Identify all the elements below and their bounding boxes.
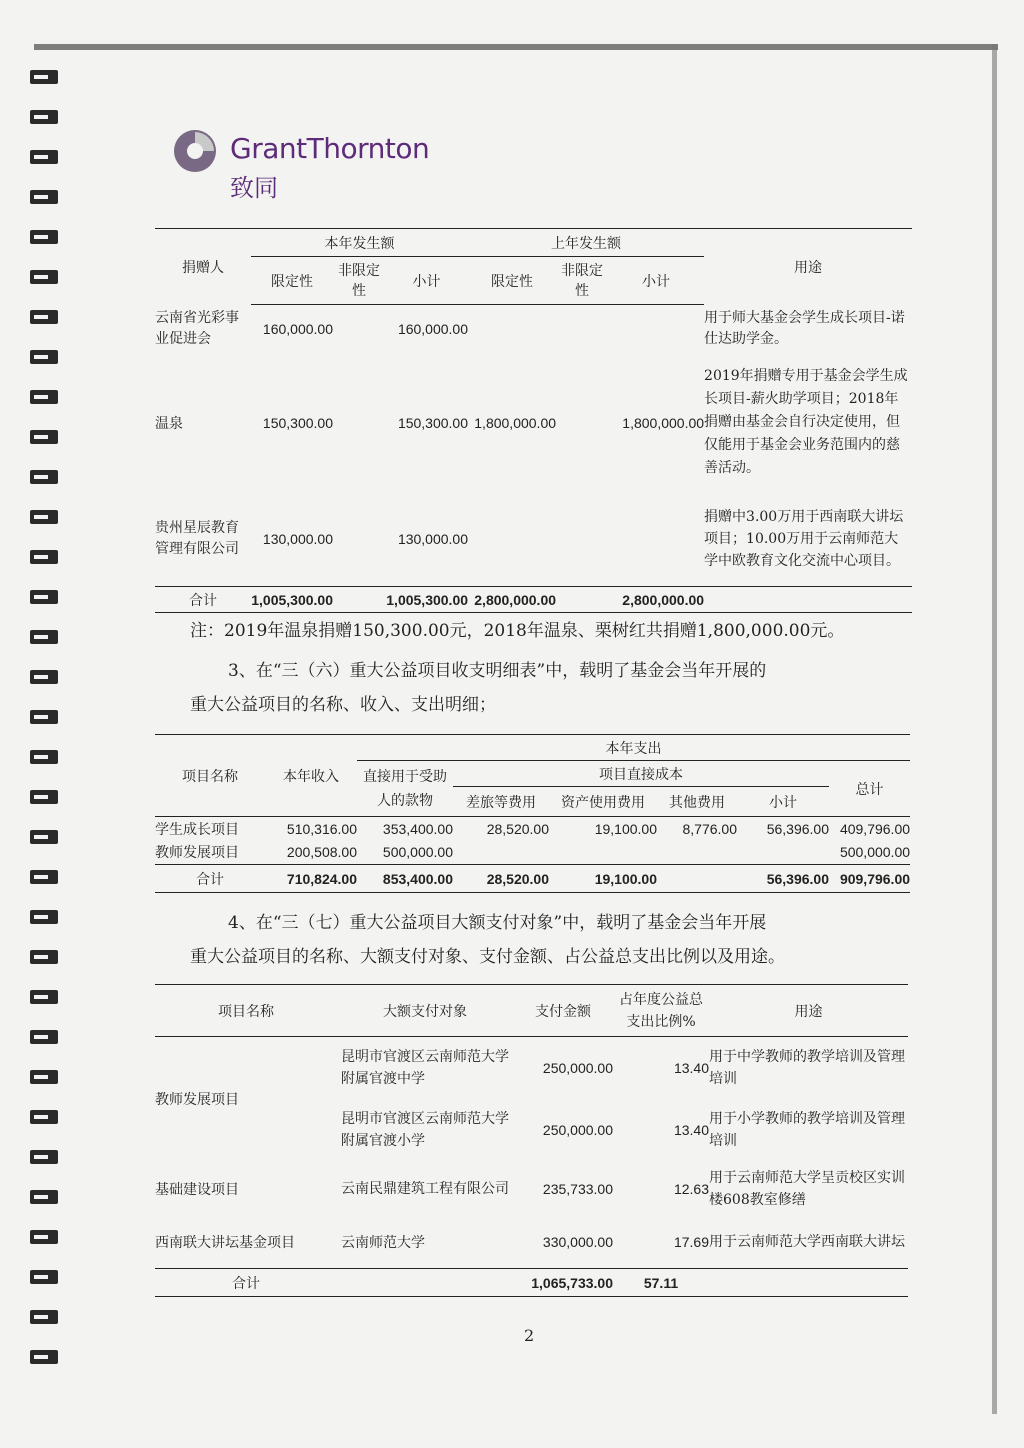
header-purpose: 用途 (794, 1003, 823, 1020)
donor-name: 温泉 (155, 415, 183, 432)
header-donor: 捐赠人 (182, 259, 224, 276)
cell: 250,000.00 (542, 1121, 613, 1138)
header-pre-restricted: 限定性 (468, 257, 556, 305)
donor-name: 云南省光彩事业促进会 (155, 309, 239, 347)
cell (608, 493, 704, 587)
total-label: 合计 (155, 1269, 337, 1297)
cell (333, 353, 385, 493)
table-row (155, 1161, 908, 1217)
header-current-year: 本年发生额 (251, 229, 468, 257)
cell: 160,000.00 (397, 320, 469, 337)
total-label: 合计 (155, 865, 265, 893)
cell (549, 841, 657, 865)
cell: 1,065,733.00 (513, 1269, 613, 1297)
header-prior-year: 上年发生额 (468, 229, 704, 257)
cell: 13.40 (673, 1121, 709, 1138)
table-row (155, 493, 912, 587)
logo-mark-icon (172, 128, 218, 174)
header-amount: 支付金额 (535, 1003, 591, 1020)
page-number: 2 (524, 1326, 535, 1345)
logo-text-en: GrantThornton (230, 132, 430, 165)
scan-border-right (992, 44, 997, 1414)
table-row (155, 817, 910, 841)
spiral-binding (30, 70, 60, 1390)
cell: 909,796.00 (829, 865, 910, 893)
cell: 28,520.00 (453, 865, 549, 893)
header-travel: 差旅等费用 (466, 794, 536, 811)
cell: 160,000.00 (262, 320, 333, 337)
purpose-text: 用于云南师范大学西南联大讲坛 (709, 1234, 905, 1251)
project-name: 基础建设项目 (155, 1181, 239, 1198)
cell (556, 493, 608, 587)
header-other: 其他费用 (669, 794, 725, 811)
cell: 1,800,000.00 (474, 414, 557, 431)
cell: 500,000.00 (382, 844, 453, 861)
header-cur-restricted: 限定性 (251, 257, 333, 305)
header-total: 总计 (855, 781, 884, 798)
cell (333, 493, 385, 587)
cell (737, 841, 829, 865)
header-pre-unrestricted: 非限定性 (556, 257, 608, 305)
table-row (155, 1217, 908, 1269)
header-cur-unrestricted: 非限定性 (333, 257, 385, 305)
paragraph-3-line-2: 重大公益项目的名称、收入、支出明细； (190, 695, 496, 715)
payee-name: 昆明市官渡区云南师范大学附属官渡中学 (341, 1048, 509, 1087)
donation-table (155, 228, 912, 613)
total-label: 合计 (155, 587, 251, 613)
purpose-text: 用于云南师范大学呈贡校区实训楼608教室修缮 (709, 1169, 905, 1208)
cell (608, 305, 704, 353)
purpose-text: 用于中学教师的教学培训及管理培训 (709, 1048, 905, 1087)
purpose-text: 捐赠中3.00万用于西南联大讲坛项目；10.00万用于云南师范大学中欧教育文化交流中心项目。 (704, 509, 904, 570)
cell: 710,824.00 (265, 865, 357, 893)
cell: 28,520.00 (486, 820, 549, 837)
table-row (155, 353, 912, 493)
header-cur-subtotal: 小计 (385, 257, 468, 305)
header-purpose: 用途 (794, 259, 823, 276)
payee-name: 昆明市官渡区云南师范大学附属官渡小学 (341, 1110, 509, 1149)
project-income-expense-table (155, 734, 910, 893)
header-ratio: 占年度公益总支出比例% (619, 991, 703, 1030)
total-row (155, 1269, 908, 1297)
cell: 19,100.00 (594, 820, 657, 837)
cell: 1,005,300.00 (251, 587, 333, 613)
cell: 150,300.00 (397, 414, 469, 431)
project-name: 学生成长项目 (155, 821, 239, 838)
cell (468, 493, 556, 587)
scan-border-top (34, 44, 998, 50)
payee-name: 云南师范大学 (341, 1235, 425, 1252)
purpose-text: 用于师大基金会学生成长项目-诺仕达助学金。 (704, 309, 905, 347)
header-expense: 本年支出 (357, 735, 910, 761)
cell: 510,316.00 (286, 820, 357, 837)
table-row (155, 841, 910, 865)
large-payment-table (155, 984, 908, 1297)
cell (333, 305, 385, 353)
cell: 130,000.00 (262, 531, 333, 548)
cell: 150,300.00 (262, 414, 333, 431)
note-text: 注：2019年温泉捐赠150,300.00元，2018年温泉、栗树红共捐赠1,800,000.00元。 (190, 621, 845, 641)
total-row (155, 865, 910, 893)
logo-text-cn: 致同 (230, 174, 278, 202)
cell: 409,796.00 (839, 820, 911, 837)
grant-thornton-logo (172, 128, 432, 200)
cell: 2,800,000.00 (468, 587, 556, 613)
cell: 200,508.00 (286, 844, 357, 861)
cell: 57.11 (613, 1269, 709, 1297)
cell: 250,000.00 (542, 1059, 613, 1076)
header-payee: 大额支付对象 (383, 1003, 467, 1020)
cell: 12.63 (673, 1180, 709, 1197)
cell: 235,733.00 (542, 1180, 613, 1197)
header-direct-cost: 项目直接成本 (453, 761, 829, 787)
payee-name: 云南民鼎建筑工程有限公司 (341, 1180, 509, 1197)
purpose-text: 用于小学教师的教学培训及管理培训 (709, 1110, 905, 1149)
project-name: 西南联大讲坛基金项目 (155, 1235, 295, 1252)
cell (657, 841, 737, 865)
header-direct: 直接用于受助人的款物 (363, 768, 447, 809)
table-row (155, 1037, 908, 1099)
cell: 130,000.00 (397, 531, 469, 548)
project-name: 教师发展项目 (155, 1091, 239, 1108)
donor-name: 贵州星辰教育管理有限公司 (155, 520, 239, 558)
cell: 19,100.00 (549, 865, 657, 893)
cell: 353,400.00 (382, 820, 453, 837)
cell: 330,000.00 (542, 1234, 613, 1251)
cell (556, 353, 608, 493)
cell: 13.40 (673, 1059, 709, 1076)
header-income: 本年收入 (283, 768, 339, 785)
cell (556, 305, 608, 353)
cell: 8,776.00 (682, 820, 737, 837)
purpose-text: 2019年捐赠专用于基金会学生成长项目-薪火助学项目；2018年捐赠由基金会自行决定使用，但仅能用于基金会业务范围内的慈善活动。 (704, 368, 908, 476)
header-subtotal: 小计 (769, 794, 797, 811)
cell (453, 841, 549, 865)
cell: 853,400.00 (357, 865, 453, 893)
header-project: 项目名称 (182, 768, 238, 785)
total-row (155, 587, 912, 613)
header-asset: 资产使用费用 (561, 794, 645, 811)
paragraph-4-line-1: 4、在“三（七）重大公益项目大额支付对象”中，载明了基金会当年开展 (228, 913, 767, 933)
header-pre-subtotal: 小计 (608, 257, 704, 305)
paragraph-4-line-2: 重大公益项目的名称、大额支付对象、支付金额、占公益总支出比例以及用途。 (190, 947, 785, 967)
cell: 56,396.00 (737, 865, 829, 893)
cell: 1,005,300.00 (385, 587, 468, 613)
cell: 56,396.00 (766, 820, 829, 837)
cell: 500,000.00 (839, 844, 911, 861)
cell: 2,800,000.00 (608, 587, 704, 613)
paragraph-3-line-1: 3、在“三（六）重大公益项目收支明细表”中，载明了基金会当年开展的 (228, 661, 767, 681)
project-name: 教师发展项目 (155, 845, 239, 862)
table-row (155, 305, 912, 353)
header-project: 项目名称 (218, 1003, 274, 1020)
cell: 17.69 (673, 1234, 709, 1251)
cell (468, 305, 556, 353)
cell: 1,800,000.00 (622, 414, 705, 431)
